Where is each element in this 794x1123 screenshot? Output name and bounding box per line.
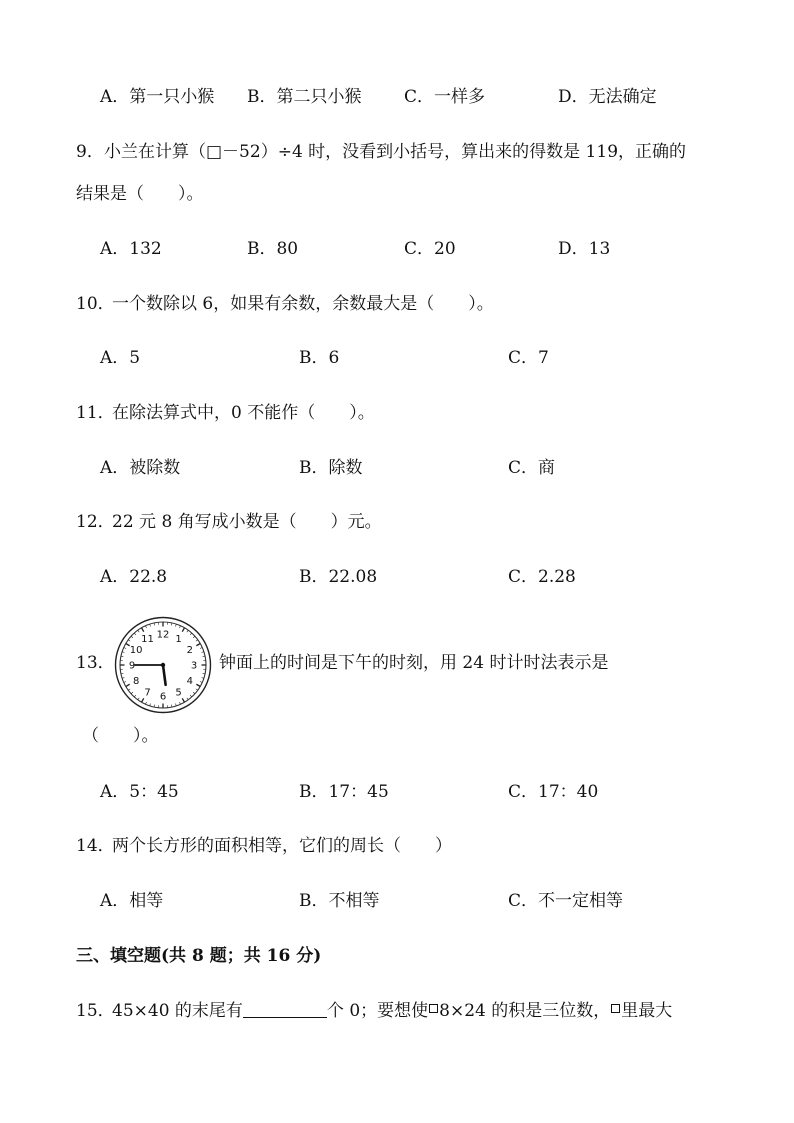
clock-number: 6	[159, 691, 167, 703]
question-text-continued: （ ）。	[82, 726, 159, 746]
question-text: 钟面上的时间是下午的时刻，用 24 时计时法表示是	[219, 653, 609, 673]
question-text: 小兰在计算（□－52）÷4 时，没看到小括号，算出来的得数是 119，正确的	[104, 142, 687, 162]
question-text-part: 个 0；要想使	[326, 1001, 429, 1021]
question-text: 一个数除以 6，如果有余数，余数最大是（ ）。	[112, 294, 494, 314]
box-placeholder	[429, 1004, 438, 1013]
option-d: D．13	[558, 239, 611, 259]
option-a: A．22.8	[100, 567, 168, 587]
option-a: A．5	[100, 348, 141, 368]
question-number: 9．	[76, 142, 104, 162]
question-text: 两个长方形的面积相等，它们的周长（ ）	[112, 836, 452, 856]
question-number: 14．	[76, 836, 115, 856]
q8-options	[0, 84, 794, 110]
question-text-continued: 结果是（ ）。	[76, 184, 204, 204]
question-text-part: 8×24 的积是三位数，	[439, 1001, 611, 1021]
option-b: B．22.08	[299, 567, 378, 587]
option-b: B．不相等	[299, 891, 380, 911]
option-c: C．7	[508, 348, 549, 368]
question-9	[0, 139, 794, 165]
clock-number: 3	[190, 660, 198, 672]
clock-number: 2	[186, 645, 194, 657]
option-c: C．一样多	[404, 87, 486, 107]
clock-number: 8	[132, 676, 140, 688]
option-b: B．17：45	[299, 782, 389, 802]
question-text: 22 元 8 角写成小数是（ ）元。	[112, 512, 382, 532]
option-a: A．132	[100, 239, 162, 259]
question-text-part: 45×40 的末尾有	[112, 1001, 243, 1021]
question-number: 11．	[76, 403, 115, 423]
question-text: 在除法算式中，0 不能作（ ）。	[112, 403, 375, 423]
clock-number: 5	[175, 687, 182, 699]
section-3-heading	[0, 943, 794, 969]
section-title: 三、填空题(共 8 题；共 16 分)	[76, 946, 322, 966]
option-b: B．除数	[299, 458, 363, 478]
q10-options	[0, 345, 794, 371]
option-b: B．第二只小猴	[247, 87, 362, 107]
option-c: C．2.28	[508, 567, 576, 587]
q14-options	[0, 888, 794, 914]
clock-number: 1	[175, 633, 182, 645]
option-a: A．5：45	[100, 782, 179, 802]
box-placeholder	[611, 1004, 620, 1013]
option-a: A．第一只小猴	[100, 87, 215, 107]
q11-options	[0, 455, 794, 481]
question-number: 10．	[76, 294, 115, 314]
clock-number: 4	[186, 676, 194, 688]
q12-options	[0, 564, 794, 590]
option-b: B．80	[247, 239, 299, 259]
option-d: D．无法确定	[558, 87, 657, 107]
clock-number: 11	[141, 633, 154, 645]
q13-options	[0, 779, 794, 805]
answer-blank[interactable]	[243, 999, 327, 1018]
clock-number: 7	[144, 687, 151, 699]
q9-options	[0, 236, 794, 262]
clock-number: 10	[129, 645, 143, 657]
option-a: A．被除数	[100, 458, 181, 478]
clock-number: 9	[128, 660, 136, 672]
question-number: 12．	[76, 512, 115, 532]
option-a: A．相等	[100, 891, 164, 911]
option-c: C．商	[508, 458, 556, 478]
question-15	[0, 998, 794, 1024]
question-11	[0, 400, 794, 426]
question-9-line2	[0, 181, 794, 207]
question-number: 15．	[76, 1001, 115, 1021]
question-12	[0, 509, 794, 535]
question-number: 13．	[76, 653, 115, 673]
question-14	[0, 833, 794, 859]
question-13-line2	[0, 723, 794, 749]
clock-face	[114, 616, 212, 714]
clock-center-dot	[161, 663, 165, 667]
question-text-part: 里最大	[621, 1001, 673, 1021]
option-c: C．不一定相等	[508, 891, 624, 911]
option-b: B．6	[299, 348, 340, 368]
question-10	[0, 291, 794, 317]
question-text	[112, 998, 672, 1024]
option-c: C．20	[404, 239, 456, 259]
clock-number: 12	[156, 629, 170, 641]
option-c: C．17：40	[508, 782, 599, 802]
